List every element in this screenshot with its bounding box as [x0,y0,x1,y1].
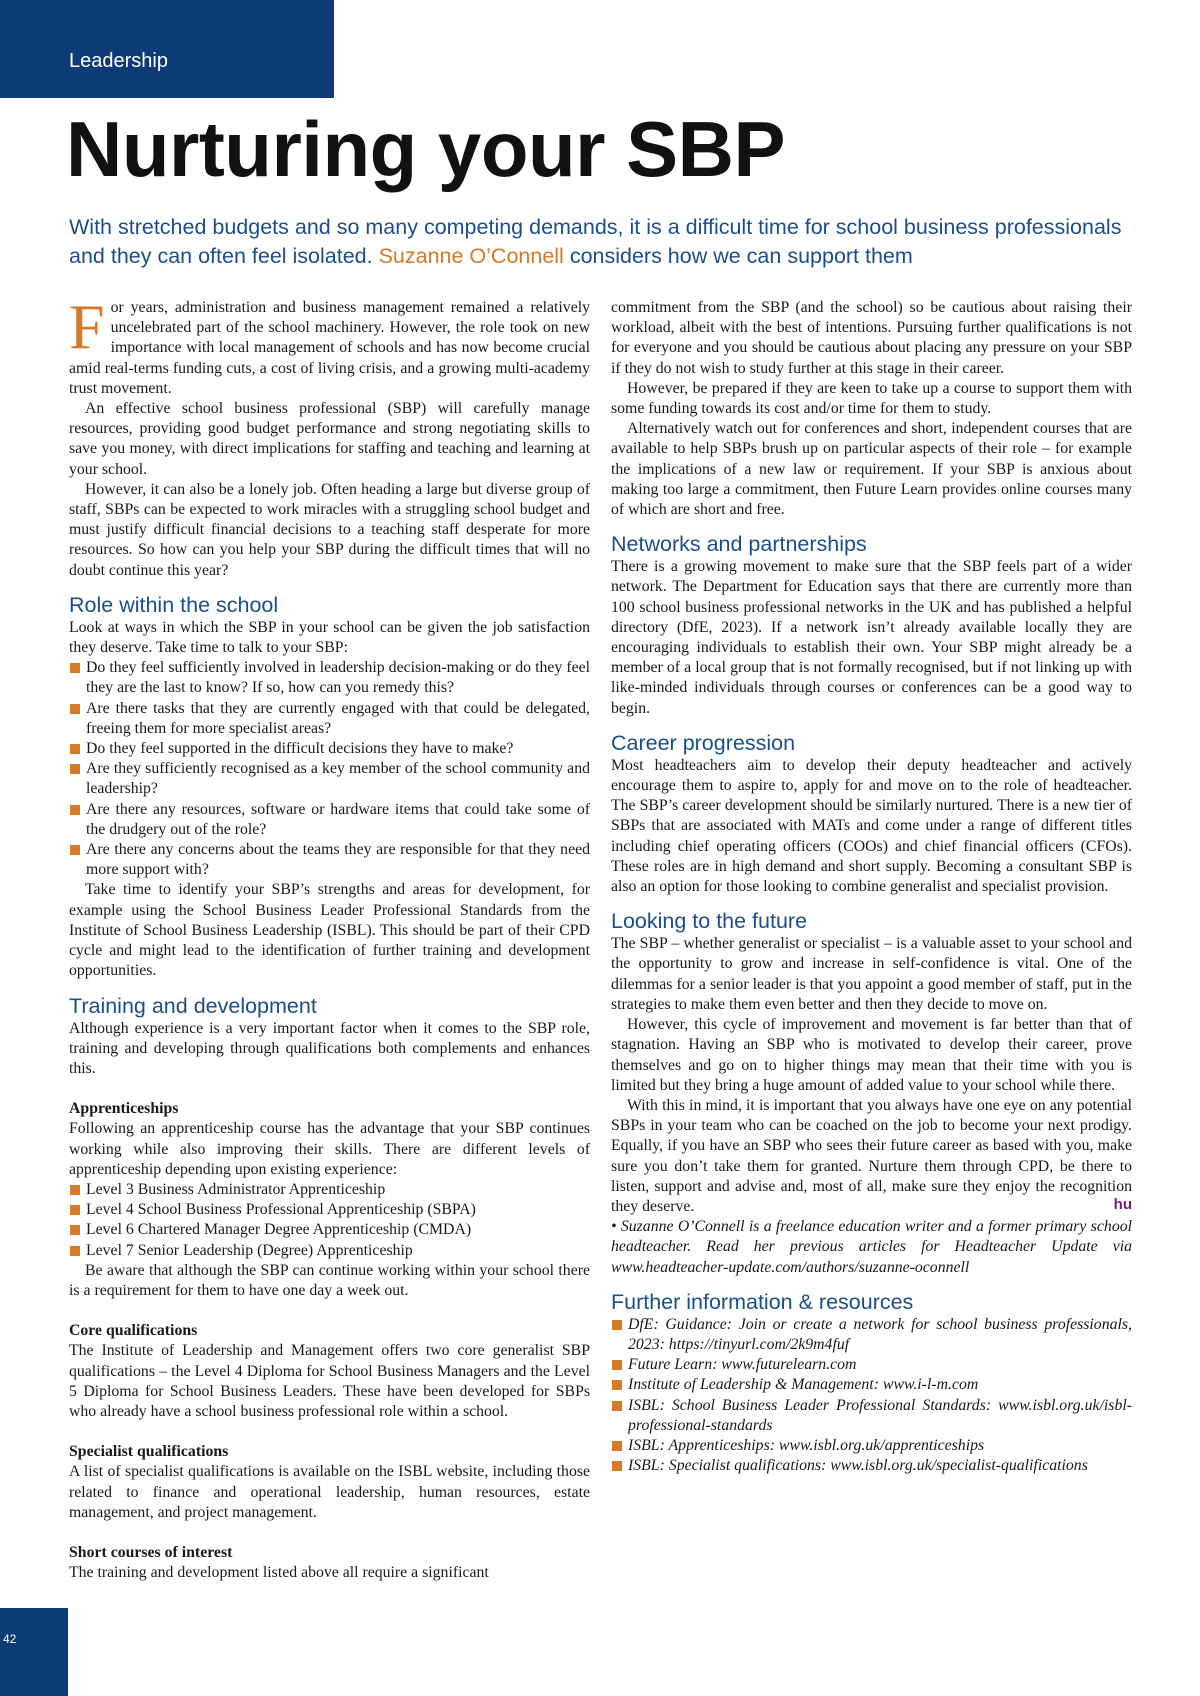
resource-item: ISBL: School Business Leader Professional Standards: www.isbl.org.uk/isbl-professional-standards [611,1396,1132,1436]
body-paragraph: The SBP – whether generalist or specialist – is a valuable asset to your school and the opportunity to grow and increase in self-confidence is vital. One of the dilemmas for a senior leader is that you appoint a good member of staff, put in the strategies to make them even better and then they decide to move on. [611,935,1132,1013]
body-paragraph: However, it can also be a lonely job. Often heading a large but diverse group of staff, SBPs can be expected to work miracles with a struggling school budget and must justify difficult financial decisions to a teaching staff desperate for more resources. So how can you help your SBP during the difficult times that will no doubt continue this year? [69,480,590,579]
body-paragraph: Following an apprenticeship course has the advantage that your SBP continues working while also improving their skills. There are different levels of apprenticeship depending upon existing experience: [69,1120,590,1178]
body-paragraph: Most headteachers aim to develop their deputy headteacher and actively encourage them to aspire to, apply for and move on to the role of headteacher. The SBP’s career development should be similarly nurtured. There is a new tier of SBPs that are associated with MATs and come under a range of different titles including chief operating officers (COOs) and chief financial officers (CFOs). These roles are in high demand and short supply. Becoming a consultant SBP is also an option for those looking to combine generalist and specialist provision. [611,756,1132,896]
list-item: Level 4 School Business Professional Apprenticeship (SBPA) [69,1200,590,1220]
list-item: Level 7 Senior Leadership (Degree) Apprenticeship [69,1241,590,1261]
resource-item: Institute of Leadership & Management: www.i-l-m.com [611,1375,1132,1395]
list-item: Are there tasks that they are currently engaged with that could be delegated, freeing them for more specialist areas? [69,699,590,739]
intro-text: or years, administration and business management remained a relatively uncelebrated part of the school machinery. However, the role took on new importance with local management of schools and has now become crucial amid real-terms funding cuts, a cost of living crisis, and a growing multi-academy trust movement. [69,299,590,397]
body-paragraph: Be aware that although the SBP can continue working within your school there is a requirement for them to have one day a week out. [69,1261,590,1299]
body-paragraph: However, this cycle of improvement and movement is far better than that of stagnation. Having an SBP who is motivated to develop their career, prove themselves and go on to higher things may mean that their time with you is limited but they bring a huge amount of added value to your school while there. [611,1016,1132,1094]
body-paragraph: A list of specialist qualifications is available on the ISBL website, including those related to finance and operational leadership, human resources, estate management, and project management. [69,1463,590,1521]
closing-text: With this in mind, it is important that you always have one eye on any potential SBPs in your team who can be coached on the job to become your next prodigy. Equally, if you have an SBP who sees their future career as based with you, make sure you don’t take them for granted. Nurture them through CPD, be there to listen, support and advise and, most of all, make sure they enjoy the recognition they deserve. [611,1096,1132,1215]
body-paragraph: commitment from the SBP (and the school) so be cautious about raising their workload, albeit with the best of intentions. Pursuing further qualifications is not for everyone and you should be cautious about placing any pressure on your SBP if they do not wish to study further at this stage in their career. [611,299,1132,377]
standfirst-text: With stretched budgets and so many competing demands, it is a difficult time for school business professionals and they can often feel isolated. [69,215,1122,268]
section-heading-networks: Networks and partnerships [611,532,867,557]
body-paragraph: Look at ways in which the SBP in your school can be given the job satisfaction they deserve. Take time to talk to your SBP: [69,618,590,657]
list-item: Are there any resources, software or hardware items that could take some of the drudgery out of the role? [69,800,590,840]
drop-cap: F [69,291,105,362]
body-paragraph: Alternatively watch out for conferences and short, independent courses that are available to help SBPs brush up on particular aspects of their role – for example the implications of a new law or requirement. If your SBP is anxious about making too large a commitment, then Future Learn provides online courses many of which are short and free. [611,420,1132,519]
resource-item: ISBL: Apprenticeships: www.isbl.org.uk/apprenticeships [611,1436,1132,1456]
intro-paragraph [69,291,590,399]
list-item: Level 6 Chartered Manager Degree Apprenticeship (CMDA) [69,1220,590,1240]
page-number-bar [0,1608,68,1696]
section-tab [0,0,334,98]
body-paragraph: The Institute of Leadership and Management offers two core generalist SBP qualifications – the Level 4 Diploma for School Business Managers and the Level 5 Diploma for School Business Leaders. These have been developed for SBPs who already have a school business professional role within a school. [69,1342,590,1420]
section-heading-role: Role within the school [69,592,279,617]
resource-item: ISBL: Specialist qualifications: www.isbl.org.uk/specialist-qualifications [611,1456,1132,1476]
body-paragraph: There is a growing movement to make sure that the SBP feels part of a wider network. The Department for Education says that there are currently more than 100 school business professional networks in the UK and has published a helpful directory (DfE, 2023). If a network isn’t already available locally they are encouraging individuals to establish their own. Your SBP might already be a member of a local group that is not formally recognised, but if not linking up with like-minded individuals through courses or conferences can be a good way to begin. [611,558,1132,717]
section-heading-career: Career progression [611,730,796,755]
resource-item: DfE: Guidance: Join or create a network for school business professionals, 2023: https://tinyurl.com/2k9m4fuf [611,1315,1132,1355]
list-item: Do they feel supported in the difficult decisions they have to make? [69,739,590,759]
section-heading-training: Training and development [69,993,317,1018]
body-paragraph: Although experience is a very important factor when it comes to the SBP role, training and developing through qualifications both complements and enhances this. [69,1019,590,1077]
body-paragraph: However, be prepared if they are keen to take up a course to support them with some funding towards its cost and/or time for them to study. [611,379,1132,418]
list-item: Level 3 Business Administrator Apprenticeship [69,1180,590,1200]
list-item: Are there any concerns about the teams they are responsible for that they need more support with? [69,840,590,880]
author-name: Suzanne O’Connell [378,244,564,268]
standfirst-text-end: considers how we can support them [563,244,913,268]
subheading-core-qualifications: Core qualifications [69,1322,198,1340]
subheading-apprenticeships: Apprenticeships [69,1100,179,1118]
section-label: Leadership [69,50,168,72]
body-paragraph: The training and development listed above all require a significant [69,1564,489,1582]
resource-item: Future Learn: www.futurelearn.com [611,1355,1132,1375]
body-paragraph: An effective school business professional (SBP) will carefully manage resources, providing good budget performance and strong negotiating skills to save you money, with direct implications for staffing and teaching and learning at your school. [69,400,590,478]
body-paragraph: Take time to identify your SBP’s strengths and areas for development, for example using the School Business Leader Professional Standards from the Institute of School Business Leadership (ISBL). This should be part of their CPD cycle and might lead to the identification of further training and development opportunities. [69,881,590,980]
author-bio: • Suzanne O’Connell is a freelance education writer and a former primary school headteacher. Read her previous articles for Headteacher Update via www.headteacher-update.com/authors/suzanne-oconnell [611,1218,1132,1276]
list-item: Do they feel sufficiently involved in leadership decision-making or do they feel they are the last to know? If so, how can you remedy this? [69,658,590,698]
section-heading-future: Looking to the future [611,909,808,934]
right-column [611,298,1132,1476]
section-heading-resources: Further information & resources [611,1289,914,1314]
subheading-short-courses: Short courses of interest [69,1543,233,1561]
closing-paragraph [611,1096,1132,1217]
subheading-specialist-qualifications: Specialist qualifications [69,1443,229,1461]
role-question-list [69,658,590,880]
apprenticeship-list [69,1180,590,1261]
standfirst [69,213,1149,271]
list-item: Are they sufficiently recognised as a key member of the school community and leadership? [69,759,590,799]
resources-list [611,1315,1132,1477]
article-title: Nurturing your SBP [66,105,786,193]
left-column [69,291,590,1583]
page-number: 42 [3,1632,17,1646]
publication-logo: hu [1113,1195,1132,1213]
